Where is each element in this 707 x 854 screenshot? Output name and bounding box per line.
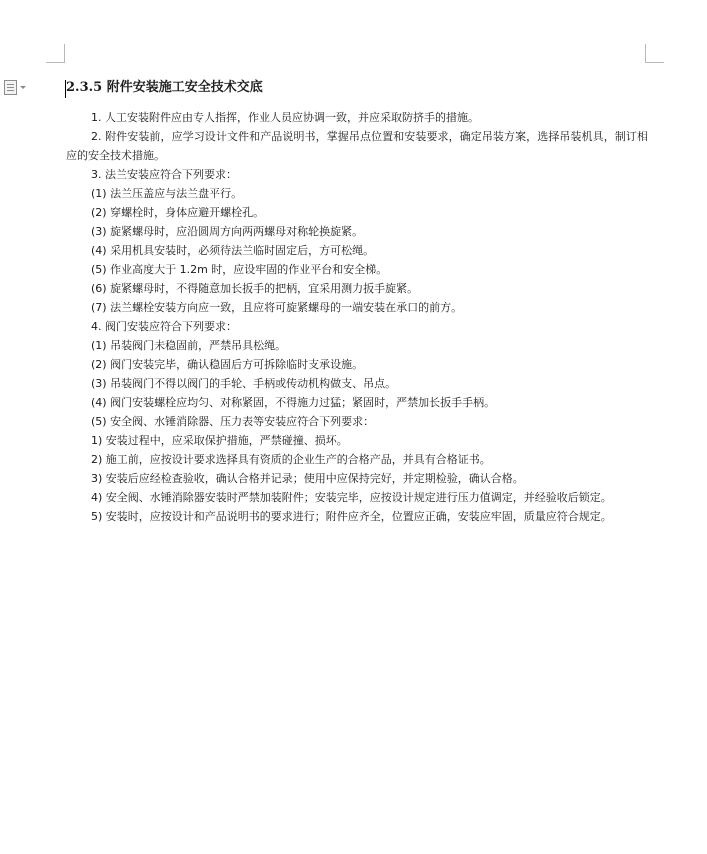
paragraph: (3) 旋紧螺母时，应沿圆周方向两两螺母对称轮换旋紧。: [91, 225, 364, 238]
paragraph: (5) 作业高度大于 1.2m 时，应设牢固的作业平台和安全梯。: [91, 263, 388, 276]
paragraph: 3. 法兰安装应符合下列要求：: [91, 168, 237, 181]
paragraph: 2. 附件安装前，应学习设计文件和产品说明书，掌握吊点位置和安装要求，确定吊装方案，选择吊装机具，制订相应的安全技术措施。: [66, 130, 648, 162]
paragraph: (4) 阀门安装螺栓应均匀、对称紧固，不得施力过猛；紧固时，严禁加长扳手手柄。: [91, 396, 496, 409]
paragraph: (5) 安全阀、水锤消除器、压力表等安装应符合下列要求：: [91, 415, 375, 428]
section-heading: 2.3.5 附件安装施工安全技术交底: [66, 80, 263, 95]
paragraph: (3) 吊装阀门不得以阀门的手轮、手柄或传动机构做支、吊点。: [91, 377, 397, 390]
paragraph: (2) 阀门安装完毕，确认稳固后方可拆除临时支承设施。: [91, 358, 364, 371]
paragraph: 5) 安装时，应按设计和产品说明书的要求进行；附件应齐全，位置应正确，安装应牢固，质量应符合规定。: [91, 510, 612, 523]
paragraph: 2) 施工前，应按设计要求选择具有资质的企业生产的合格产品，并具有合格证书。: [91, 453, 491, 466]
paragraph: (2) 穿螺栓时，身体应避开螺栓孔。: [91, 206, 265, 219]
paragraph-options-button[interactable]: [4, 80, 26, 95]
text-cursor: [65, 80, 66, 98]
crop-mark-top-left: [46, 44, 65, 63]
crop-mark-top-right: [645, 44, 664, 63]
chevron-down-icon: [20, 86, 26, 89]
page-body[interactable]: [66, 78, 648, 526]
paragraph: (6) 旋紧螺母时，不得随意加长扳手的把柄，宜采用测力扳手旋紧。: [91, 282, 419, 295]
paragraph: 3) 安装后应经检查验收，确认合格并记录；使用中应保持完好，并定期检验，确认合格。: [91, 472, 524, 485]
paragraph: (1) 法兰压盖应与法兰盘平行。: [91, 187, 243, 200]
document-icon: [4, 80, 17, 95]
paragraph: (1) 吊装阀门未稳固前，严禁吊具松绳。: [91, 339, 287, 352]
paragraph: 4) 安全阀、水锤消除器安装时严禁加装附件；安装完毕，应按设计规定进行压力值调定，并经验收后锁定。: [91, 491, 612, 504]
paragraph: 1. 人工安装附件应由专人指挥，作业人员应协调一致，并应采取防挤手的措施。: [91, 111, 479, 124]
paragraph: 4. 阀门安装应符合下列要求：: [91, 320, 237, 333]
paragraph: (4) 采用机具安装时，必须待法兰临时固定后，方可松绳。: [91, 244, 375, 257]
paragraph: 1) 安装过程中，应采取保护措施，严禁碰撞、损坏。: [91, 434, 348, 447]
paragraph: (7) 法兰螺栓安装方向应一致，且应将可旋紧螺母的一端安装在承口的前方。: [91, 301, 463, 314]
